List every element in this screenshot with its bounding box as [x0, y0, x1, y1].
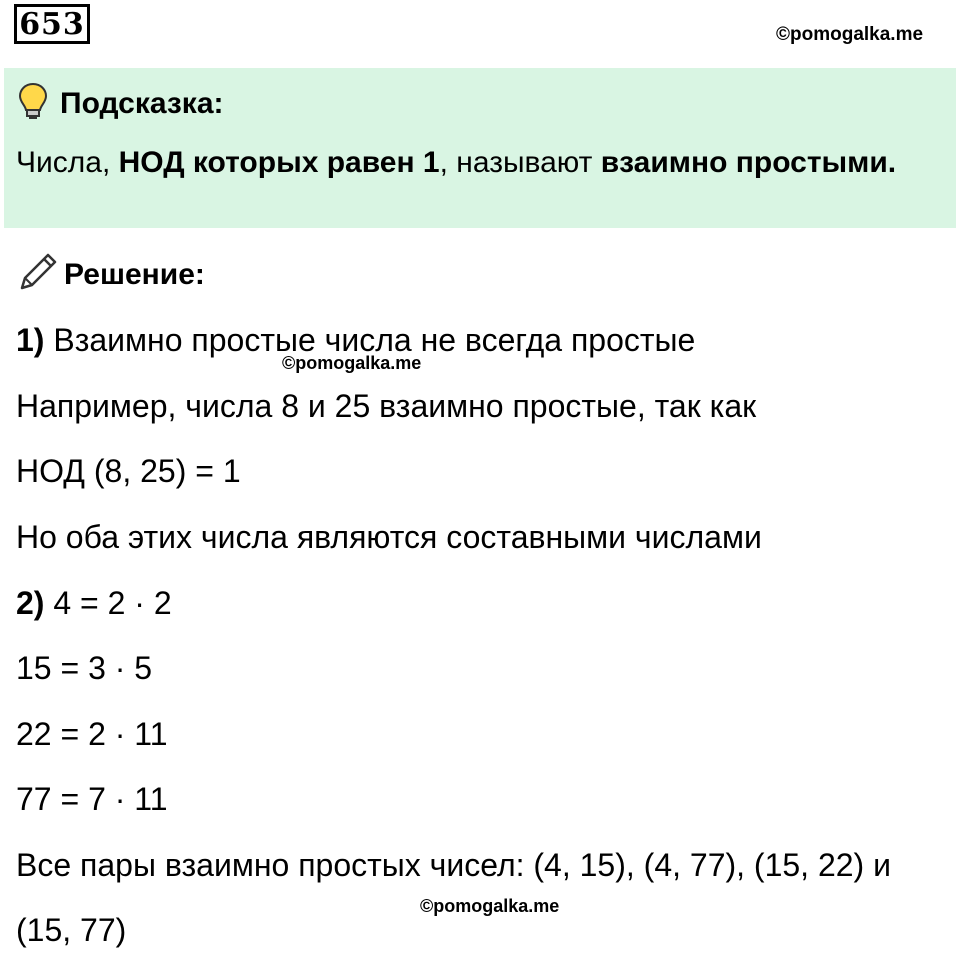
watermark-middle: ©pomogalka.me — [282, 353, 422, 373]
solution-line: Но оба этих числа являются составными числами — [16, 519, 762, 555]
hint-box — [4, 68, 956, 228]
solution-line: 77 = 7 · 11 — [16, 781, 168, 817]
solution-line: 22 = 2 · 11 — [16, 716, 168, 752]
solution-line: НОД (8, 25) = 1 — [16, 453, 241, 489]
watermark-top: ©pomogalka.me — [776, 24, 924, 45]
hint-title: Подсказка: — [60, 86, 224, 120]
solution-header — [18, 252, 205, 297]
watermark-bottom: ©pomogalka.me — [420, 896, 560, 916]
task-number: 653 — [14, 4, 90, 44]
pencil-icon — [18, 252, 58, 297]
hint-text: Числа, НОД которых равен 1, называют взаимно простыми. — [16, 146, 897, 179]
solution-line: 2) 4 = 2 · 2 — [16, 585, 172, 621]
lightbulb-icon — [18, 82, 48, 125]
solution-line: 15 = 3 · 5 — [16, 650, 153, 686]
solution-line: Например, числа 8 и 25 взаимно простые, так как — [16, 388, 757, 424]
solution-line: (15, 77) — [16, 912, 127, 948]
solution-title: Решение: — [64, 257, 205, 291]
solution-line: 1) Взаимно простые числа не всегда простые — [16, 322, 696, 358]
solution-line: Все пары взаимно простых чисел: (4, 15), (4, 77), (15, 22) и — [16, 847, 891, 883]
hint-header — [18, 82, 224, 125]
